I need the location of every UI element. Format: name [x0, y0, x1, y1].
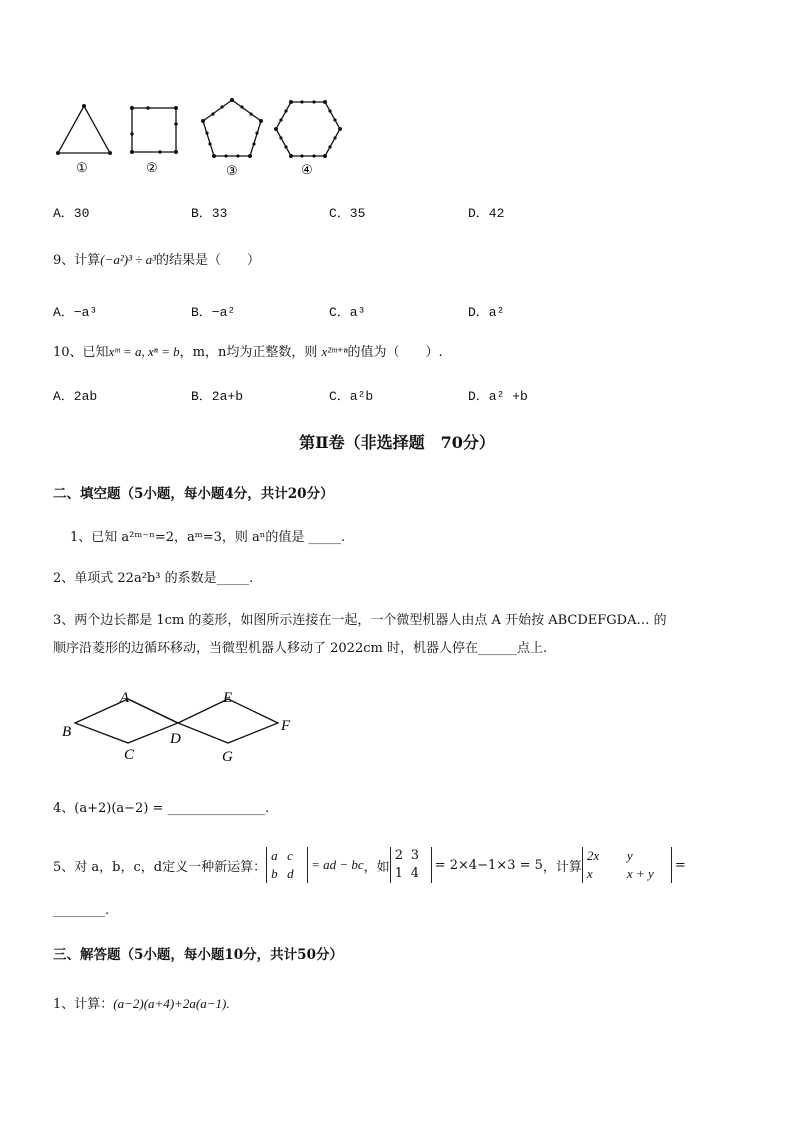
question-9	[53, 249, 260, 268]
q8-option-a: A．30	[53, 206, 90, 221]
solve-q1-expression: (a−2)(a+4)+2a(a−1).	[113, 996, 230, 1011]
det-cell: 3	[410, 848, 419, 863]
q5-determinant-definition	[266, 847, 308, 883]
q5-determinant-question	[582, 847, 672, 883]
point-g-label: G	[222, 749, 233, 765]
det-cell: d	[287, 866, 294, 881]
q10-option-a: A．2ab	[53, 389, 98, 404]
square-shape	[130, 106, 178, 154]
det-cell: c	[287, 848, 293, 863]
part-2-title: 第Ⅱ卷（非选择题 70分）	[299, 433, 495, 452]
q5-equals: =	[674, 857, 686, 873]
det-cell: 4	[410, 866, 419, 881]
q10-prefix: 10、已知	[53, 345, 109, 360]
fill-question-3-line-1: 3、两个边长都是 1cm 的菱形，如图所示连接在一起，一个微型机器人由点 A 开始按 ABCDEFGDA… 的	[53, 613, 667, 628]
point-c-label: C	[124, 747, 135, 763]
det-cell: x + y	[626, 866, 654, 881]
fill-question-5	[53, 847, 686, 883]
q9-option-b: B．−a²	[191, 305, 236, 320]
det-cell: a	[271, 848, 278, 863]
solve-question-1	[53, 993, 230, 1012]
q10-option-c: C．a²b	[329, 389, 374, 404]
q8-option-d: D．42	[468, 206, 505, 221]
section-3-title: 三、解答题（5小题，每小题10分，共计50分）	[53, 947, 343, 963]
q5-calc-prefix: ，计算	[542, 859, 582, 875]
fill-question-4: 4、(a+2)(a−2) = _______________.	[53, 801, 270, 816]
point-f-label: F	[281, 718, 291, 734]
q9-option-d: D．a²	[468, 305, 505, 320]
point-e-label: E	[223, 690, 233, 706]
det-cell: x	[586, 866, 593, 881]
fill-question-3-line-2: 顺序沿菱形的边循环移动，当微型机器人移动了 2022cm 时，机器人停在______点上.	[53, 641, 548, 656]
q9-option-c: C．a³	[329, 305, 366, 320]
figure-label-4: ④	[301, 162, 313, 177]
q8-figure	[50, 96, 350, 178]
q5-prefix: 5、对 a，b，c，d定义一种新运算：	[53, 859, 267, 875]
q10-expression-2: x²ᵐ⁺ⁿ	[321, 344, 348, 359]
q10-suffix: 的值为（ ）.	[347, 345, 443, 360]
fill-question-1: 1、已知 a²ᵐ⁻ⁿ=2，aᵐ=3，则 aⁿ的值是 _____.	[70, 530, 346, 545]
q5-definition: = ad − bc	[311, 857, 364, 872]
q5-determinant-example	[390, 847, 432, 883]
figure-label-3: ③	[226, 163, 238, 178]
q9-option-a: A．−a³	[53, 305, 98, 320]
point-a-label: A	[120, 690, 130, 706]
q5-example-prefix: ，如	[363, 859, 390, 875]
q9-expression: (−a²)³ ÷ a³	[100, 252, 157, 267]
q10-option-d: D．a² +b	[468, 389, 528, 404]
pentagon-shape	[201, 98, 263, 158]
q9-suffix: 的结果是（ ）	[156, 253, 261, 268]
q9-prefix: 9、计算	[53, 253, 101, 268]
det-cell: y	[626, 848, 633, 863]
det-cell: 2x	[586, 848, 600, 863]
q8-option-c: C．35	[329, 206, 366, 221]
point-b-label: B	[62, 724, 72, 740]
triangle-shape	[56, 104, 112, 155]
section-2-title: 二、填空题（5小题，每小题4分，共计20分）	[53, 486, 334, 502]
det-cell: b	[271, 866, 278, 881]
point-d-label: D	[170, 731, 181, 747]
q5-example: = 2×4−1×3 = 5	[434, 857, 543, 873]
hexagon-shape	[274, 100, 342, 158]
det-cell: 1	[394, 866, 403, 881]
figure-label-2: ②	[146, 160, 158, 175]
q10-expression-1: xᵐ = a, xⁿ = b	[108, 344, 180, 359]
q10-middle: ，m，n均为正整数，则	[179, 345, 318, 360]
question-10	[53, 341, 443, 360]
q5-answer-blank: ________.	[53, 903, 110, 918]
fill-question-2: 2、单项式 22a²b³ 的系数是_____.	[53, 571, 254, 586]
q8-option-b: B．33	[191, 206, 228, 221]
q10-option-b: B．2a+b	[191, 389, 244, 404]
solve-q1-prefix: 1、计算：	[53, 997, 114, 1012]
rhombus-figure	[55, 682, 305, 772]
det-cell: 2	[394, 848, 403, 863]
figure-label-1: ①	[76, 160, 88, 175]
